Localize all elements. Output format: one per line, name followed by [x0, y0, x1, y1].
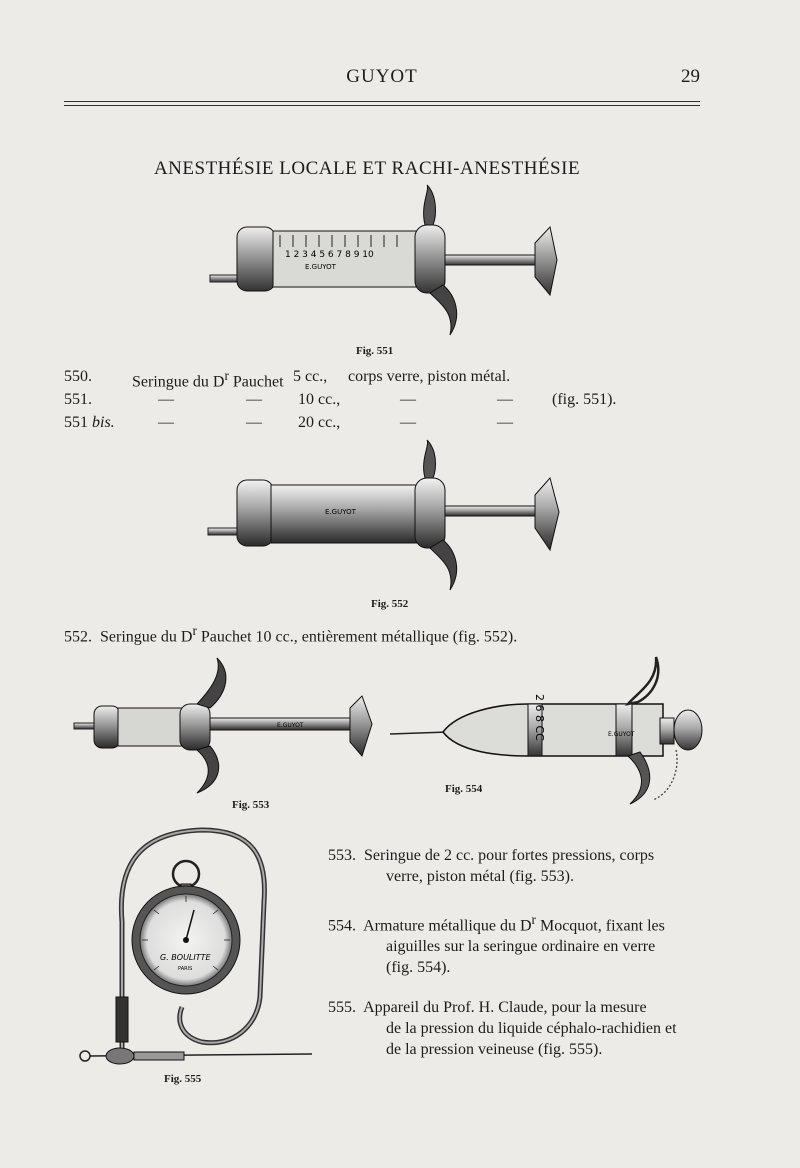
- entry-554: [328, 909, 728, 978]
- entry-554-line1b: Mocquot, fixant les: [535, 917, 665, 935]
- table-row-551bis-capacity: 20 cc.,: [298, 414, 341, 431]
- entry-554-line1a: Armature métallique du D: [363, 917, 532, 935]
- header-rule-bottom: [64, 105, 700, 106]
- fig-555-apparatus-illustration: [72, 822, 312, 1072]
- fig-554-barrel-marks: 2 6 8 CC: [533, 694, 546, 741]
- table-row-551-item-dash: —: [158, 391, 174, 408]
- entry-553: [328, 845, 728, 887]
- table-row-550: [64, 368, 92, 386]
- table-row-551-dash1: —: [400, 391, 416, 408]
- row-number: 551: [64, 414, 92, 431]
- table-row-551bis-dash1: —: [400, 414, 416, 431]
- entry-553-number: 553.: [328, 847, 356, 864]
- fig-553-maker-mark: E.GUYOT: [277, 722, 304, 729]
- fig-551-maker-mark: E.GUYOT: [305, 263, 336, 271]
- entry-552-sup: r: [192, 623, 197, 638]
- table-row-551-number: 551.: [64, 391, 92, 408]
- row-number: 550.: [64, 368, 92, 385]
- entry-552-text-b: Pauchet 10 cc., entièrement métallique (fig. 552).: [196, 628, 518, 646]
- fig-554-maker-mark: E.GUYOT: [608, 731, 635, 738]
- fig-554-caption: Fig. 554: [445, 783, 483, 795]
- fig-551-barrel-marks: 1 2 3 4 5 6 7 8 9 10: [285, 250, 374, 260]
- item-label: Seringue du D: [132, 373, 225, 391]
- table-row-551-figure-ref: (fig. 551).: [552, 391, 617, 408]
- entry-554-number: 554.: [328, 917, 356, 935]
- table-row-551bis-item-dash: —: [158, 414, 174, 431]
- table-row-551-dash2: —: [497, 391, 513, 408]
- fig-552-syringe-illustration: [205, 440, 565, 590]
- entry-553-line1: Seringue de 2 cc. pour fortes pressions, corps: [364, 847, 655, 864]
- table-row-551bis-number: [64, 414, 115, 432]
- fig-555-dial-city: PARIS: [178, 966, 193, 972]
- table-row-551bis-name-dash: —: [246, 414, 262, 431]
- fig-551-syringe-illustration: [205, 185, 565, 335]
- table-row-551-name-dash: —: [246, 391, 262, 408]
- running-head: [0, 66, 800, 96]
- entry-552: [64, 620, 517, 647]
- table-row-550-item: [132, 368, 284, 391]
- row-number-suffix: bis.: [92, 414, 115, 431]
- table-row-551-capacity: 10 cc.,: [298, 391, 341, 408]
- entry-554-sup: r: [531, 912, 536, 927]
- fig-553-caption: Fig. 553: [232, 799, 270, 811]
- section-title: ANESTHÉSIE LOCALE ET RACHI-ANESTHÉSIE: [153, 158, 581, 179]
- entry-553-line2: verre, piston métal (fig. 553).: [386, 868, 574, 885]
- table-row-550-material: corps verre, piston métal.: [348, 368, 511, 385]
- entry-555-number: 555.: [328, 999, 356, 1016]
- entry-555: [328, 997, 728, 1060]
- table-row-551bis-dash2: —: [497, 414, 513, 431]
- entry-552-text-a: Seringue du D: [100, 628, 193, 646]
- entry-554-line2: aiguilles sur la seringue ordinaire en verre: [386, 938, 656, 956]
- doctor-superscript: r: [224, 368, 229, 383]
- entry-555-line1: Appareil du Prof. H. Claude, pour la mesure: [363, 999, 647, 1016]
- fig-554-armature-illustration: [388, 652, 708, 812]
- page-number: 29: [681, 66, 700, 87]
- entry-555-line2: de la pression du liquide céphalo-rachidien et: [386, 1020, 677, 1037]
- fig-552-maker-mark: E.GUYOT: [325, 508, 356, 516]
- fig-551-caption: Fig. 551: [356, 345, 394, 357]
- doctor-name: Pauchet: [228, 373, 284, 391]
- running-head-title: GUYOT: [346, 66, 418, 87]
- entry-555-line3: de la pression veineuse (fig. 555).: [386, 1041, 603, 1058]
- fig-555-dial-name: G. BOULITTE: [160, 953, 211, 962]
- table-row-550-capacity: 5 cc.,: [293, 368, 328, 385]
- header-rule-top: [64, 101, 700, 102]
- fig-552-caption: Fig. 552: [371, 598, 409, 610]
- entry-552-number: 552.: [64, 628, 92, 646]
- fig-553-syringe-illustration: [72, 658, 382, 798]
- entry-554-line3: (fig. 554).: [386, 959, 451, 977]
- fig-555-caption: Fig. 555: [164, 1073, 202, 1085]
